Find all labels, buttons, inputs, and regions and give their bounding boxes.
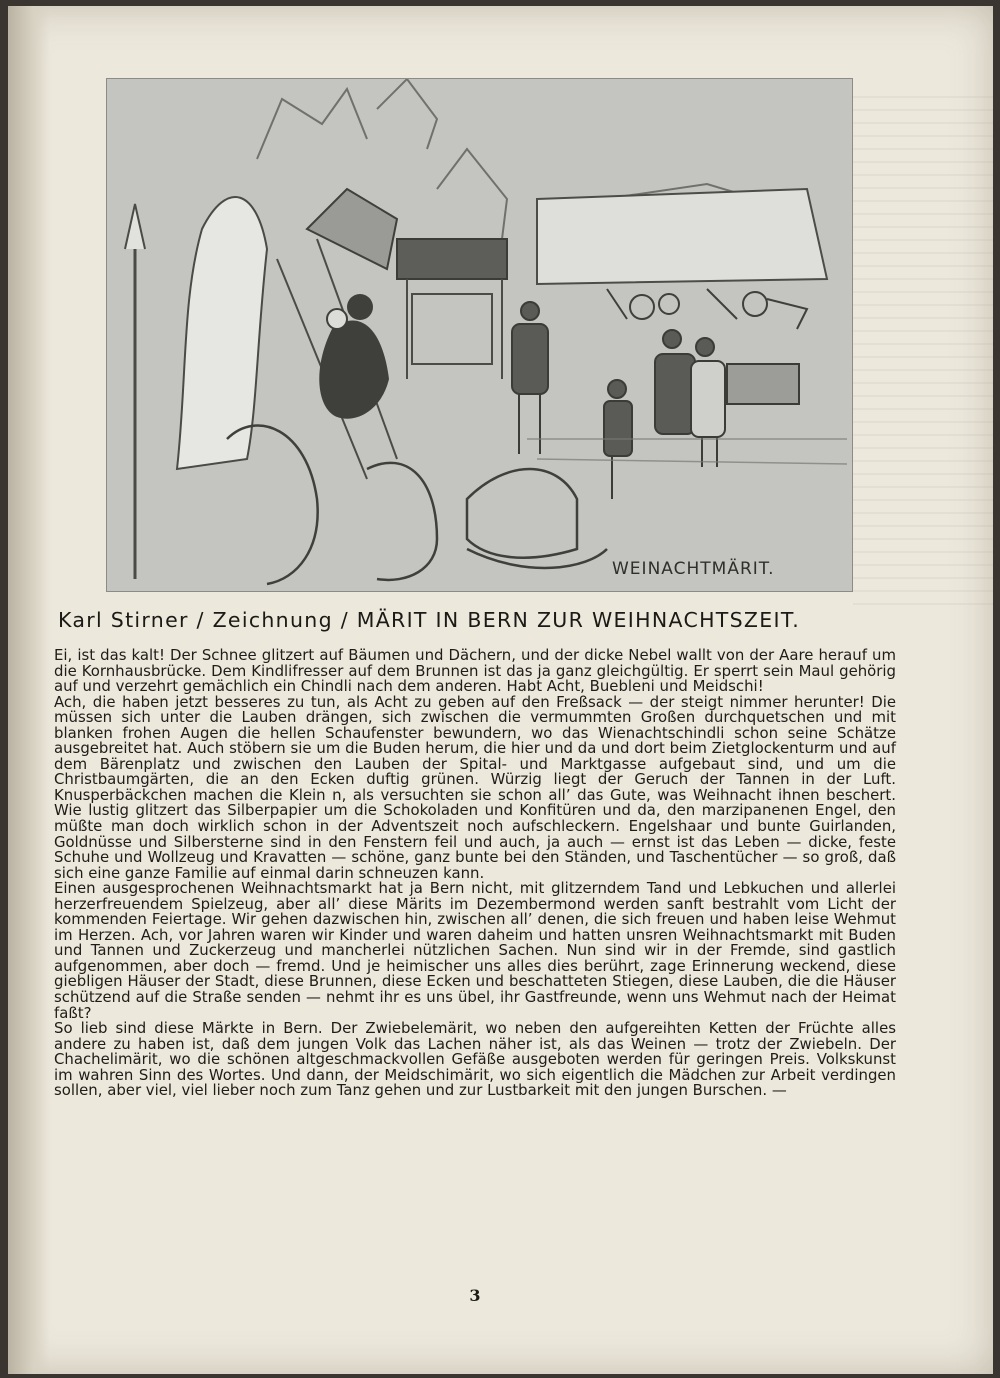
paragraph: So lieb sind diese Märkte in Bern. Der Zwiebelemärit, wo neben den aufgereihten Ketten der Früchte alles andere zu haben ist, daß dem jungen Volk das Lachen näher ist, als das Weinen — trotz der Zwiebeln. Der Chachelimärit, wo die schönen altgeschmackvollen Gefäße ausgeboten werden für geringen Preis. Volkskunst im wahren Sinn des Wortes. Und dann, der Meidschimärit, wo sich eigentlich die Mädchen zur Arbeit verdingen sollen, aber viel, viel lieber noch zum Tanz gehen und zur Lustbarkeit mit den jungen Burschen. — (54, 1019, 896, 1100)
page-number: 3 (469, 1286, 481, 1305)
illustration-signature: WEINACHTMÄRIT. (612, 559, 775, 579)
market-sketch-drawing (107, 79, 852, 591)
paragraph: Ach, die haben jetzt besseres zu tun, als Acht zu geben auf den Freßsack — der steigt nimmer herunter! Die müssen sich unter die Lauben drängen, sich zwischen die vermummten Großen durchquetschen und mit blanken frohen Augen die hellen Schaufenster bewundern, wo das Wienachtschindli schon seine Schätze ausgebreitet hat. Auch stöbern sie um die Buden herum, die hier und da und dort beim Zietglockenturm und auf dem Bärenplatz und zwischen den Lauben der Spital- und Marktgasse aufgebaut sind, und um die Christbaumgärten, die an den Ecken duftig grünen. Würzig liegt der Geruch der Tannen in der Luft. Knusperbäckchen machen die Klein n, als versuchten sie schon all’ das Gute, was Weihnacht ihnen beschert. Wie lustig glitzert das Silberpapier um die Schokoladen und Konfitüren und da, den marzipanenen Engel, den müßte man doch wirklich schon in der Adventszeit noch aufschleckern. Engelshaar und bunte Guirlanden, Goldnüsse und Silbersterne sind in den Fenstern feil und auch, ja auch — ernst ist das Leben — dicke, feste Schuhe und Wollzeug und Kravatten — schöne, ganz bunte bei den Ständen, und Taschentücher — so groß, daß sich eine ganze Familie auf einmal darin schneuzen kann. (54, 692, 896, 882)
paragraph: Ei, ist das kalt! Der Schnee glitzert auf Bäumen und Dächern, und der dicke Nebel wallt von der Aare herauf um die Kornhausbrücke. Dem Kindlifresser auf dem Brunnen ist das ja ganz gleichgültig. Er sperrt sein Maul gehörig auf und verzehrt gemächlich ein Chindli nach dem anderen. Habt Acht, Buebleni und Meidschi! (54, 646, 896, 696)
market-illustration (106, 78, 853, 592)
book-gutter (8, 6, 50, 1374)
page (8, 6, 993, 1374)
article-body (54, 648, 896, 1099)
paragraph: Einen ausgesprochenen Weihnachtsmarkt hat ja Bern nicht, mit glitzerndem Tand und Lebkuchen und allerlei herzerfreuendem Spielzeug, aber all’ diese Märits im Dezembermond werden sanft bestrahlt vom Licht der kommenden Feiertage. Wir gehen dazwischen hin, zwischen all’ denen, die sich freuen und haben leise Wehmut im Herzen. Ach, vor Jahren waren wir Kinder und waren daheim und hatten unsren Weihnachtsmarkt mit Buden und Tannen und Zuckerzeug und mancherlei nützlichen Sachen. Nun sind wir in der Fremde, sind gastlich aufgenommen, aber doch — fremd. Und je heimischer uns alles dies berührt, zage Erinnerung weckend, diese giebligen Häuser der Stadt, diese Brunnen, diese Ecken und beschatteten Stiegen, diese Lauben, die die Häuser schützend auf die Straße senden — nehmt ihr es uns übel, ihr Gastfreunde, wenn uns Wehmut nach der Heimat faßt? (54, 879, 896, 1022)
show-through-text (853, 96, 993, 616)
illustration-caption: Karl Stirner / Zeichnung / MÄRIT IN BERN ZUR WEIHNACHTSZEIT. (58, 608, 801, 632)
